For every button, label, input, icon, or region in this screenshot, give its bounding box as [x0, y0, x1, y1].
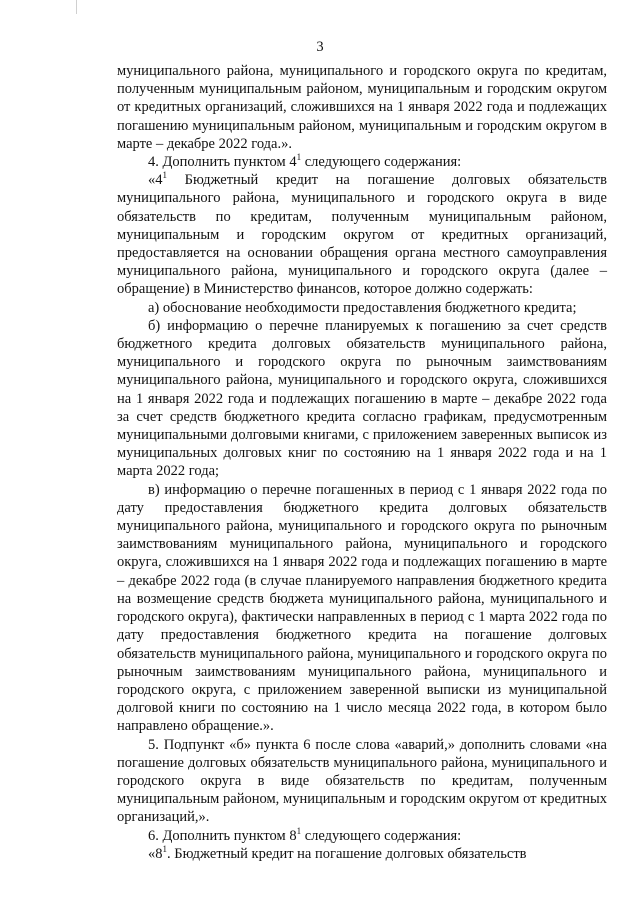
superscript-index: 1 — [296, 152, 302, 163]
paragraph — [117, 736, 607, 827]
paragraph — [117, 153, 607, 171]
paragraph — [117, 481, 607, 736]
paragraph-text: 5. Подпункт «б» пункта 6 после слова «аварий,» дополнить словами «на погашение долговых обязательств муниципального района, муниципального и городского округа в виде обязательств по кредитам, полученным муниципальным районом, муниципальным и городским округом от кредитных организаций,». — [117, 736, 607, 826]
paragraph-text: муниципального района, муниципального и городского округа по кредитам, полученным муниципальным районом, муниципальным и городским округом от кредитных организаций, сложившихся на 1 января 2022 года и подлежащих погашению муниципальным районом, муниципальным и городским округом в марте – декабре 2022 года.». — [117, 63, 607, 152]
paragraph — [117, 317, 607, 481]
document-body — [117, 62, 607, 863]
paragraph-text: а) обоснование необходимости предоставления бюджетного кредита; — [148, 299, 577, 316]
paragraph-lead: 6. Дополнить пунктом 8 — [148, 827, 297, 844]
paragraph-text: в) информацию о перечне погашенных в период с 1 января 2022 года по дату предоставления бюджетного кредита долговых обязательств муниципального района, муниципального и городского округа по рыночным заимствованиям муниципального района, муниципального и городского округа, сложившихся на 1 января 2022 года и подлежащих погашению в марте – декабре 2022 года (в случае планируемого направления бюджетного кредита на возмещение средств бюджета муниципального района, муниципального и городского округа), фактически направленных в период с 1 марта 2022 года по дату предоставления бюджетного кредита на погашение долговых обязательств муниципального района, муниципального и городского округа по рыночным заимствованиям муниципального района, муниципального и городского округа, с приложением заверенной выписки из муниципальной долговой книги по состоянию на 1 число месяца 2022 года, в котором было направлено обращение.». — [117, 481, 607, 735]
paragraph-text: следующего содержания: — [301, 827, 462, 844]
paragraph-text: следующего содержания: — [301, 154, 462, 171]
paragraph-lead: 4. Дополнить пунктом 4 — [148, 154, 297, 171]
scan-edge-mark — [76, 0, 77, 14]
superscript-index: 1 — [162, 843, 167, 854]
paragraph — [117, 62, 607, 153]
paragraph — [117, 845, 607, 863]
paragraph-text: б) информацию о перечне планируемых к погашению за счет средств бюджетного кредита долговых обязательств муниципального района, муниципального и городского округа по рыночным заимствованиям муниципального района, муниципального и городского округа, сложившихся на 1 января 2022 года и подлежащих погашению в марте – декабре 2022 года за счет средств бюджетного кредита согласно графикам, предусмотренным муниципальными долговыми книгами, с приложением заверенных выписок из муниципальных долговых книг по состоянию на 1 января 2022 года и на 1 марта 2022 года; — [117, 317, 607, 480]
paragraph — [117, 827, 607, 845]
paragraph-lead: «8 — [148, 845, 163, 862]
paragraph-text: . Бюджетный кредит на погашение долговых обязательств — [167, 845, 527, 862]
paragraph — [117, 299, 607, 317]
page-number: 3 — [316, 39, 324, 55]
superscript-index: 1 — [162, 170, 167, 181]
paragraph — [117, 171, 607, 298]
paragraph-lead: «4 — [148, 172, 163, 189]
paragraph-text: Бюджетный кредит на погашение долговых обязательств муниципального района, муниципального и городского округа в виде обязательств по кредитам, полученным муниципальным районом, муниципальным и городским округом от кредитных организаций, предоставляется на основании обращения органа местного самоуправления муниципального района, муниципального и городского округа (далее – обращение) в Министерство финансов, которое должно содержать: — [117, 172, 607, 298]
superscript-index: 1 — [296, 825, 302, 836]
